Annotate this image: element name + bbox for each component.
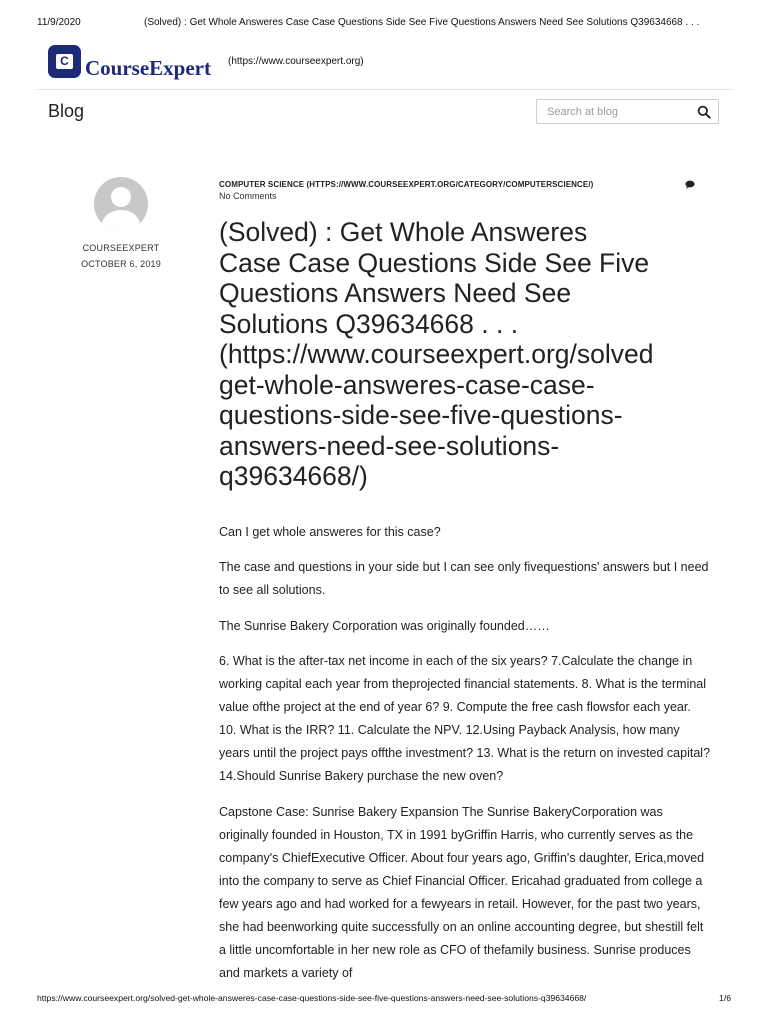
logo-letter: C — [56, 54, 73, 69]
blog-heading: Blog — [48, 101, 85, 121]
post-paragraph: Capstone Case: Sunrise Bakery Expansion The Sunrise BakeryCorporation was originally founded in Houston, TX in 1991 byGriffin Harris, who currently serves as the company's ChiefExecutive Officer. About four years ago, Griffin's daughter, Erica,moved into the company to serve as Chief Financial Officer. Ericahad graduated from college a few years ago and had worked for a fewyears in retail. However, for the past two years, she had beenworking quite successfully on an online accounting degree, but shestill felt a little uncomfortable in her new role as CFO of thefamily business. Sunrise produces and markets a variety of — [219, 804, 705, 980]
print-page-number: 1/6 — [719, 993, 731, 1003]
post-paragraph: Can I get whole answeres for this case? — [219, 524, 441, 539]
post-paragraph: 6. What is the after-tax net income in each of the six years? 7.Calculate the change in working capital each year from theprojected financial statements. 8. What is the terminal value ofthe project at the end of year 6? 9. Compute the free cash flowsfor each year. 10. What is the IRR? 11. Calculate the NPV. 12.Using Payback Analysis, how many years until the project pays offthe investment? 13. What is the return on invested capital? 14.Should Sunrise Bakery purchase the new oven? — [219, 654, 711, 783]
print-date: 11/9/2020 — [37, 17, 81, 28]
print-page-title: (Solved) : Get Whole Answeres Case Case Questions Side See Five Questions Answers Need See Solutions Q39634668 . . . — [144, 17, 700, 28]
search-box[interactable] — [536, 99, 719, 124]
comments-link[interactable]: No Comments — [219, 191, 277, 201]
post-title: (Solved) : Get Whole Answeres Case Case Questions Side See Five Questions Answers Need See Solutions Q39634668 . . . (https://www.courseexpert.org/solved get-whole-answeres-case-case- questions-side-see-five-questions- answers-need-see-solutions- q39634668/) — [219, 217, 654, 491]
avatar-body — [102, 210, 140, 231]
category-link-row — [219, 180, 739, 189]
print-url: https://www.courseexpert.org/solved-get-whole-answeres-case-case-questions-side-see-five-questions-answers-need-see-solutions-q39634668/ — [37, 993, 587, 1003]
search-icon[interactable] — [697, 105, 711, 119]
author-name[interactable]: COURSEEXPERT — [82, 243, 160, 253]
comment-icon — [685, 180, 695, 189]
post-paragraph: The case and questions in your side but I can see only fivequestions' answers but I need to see all solutions. — [219, 560, 709, 597]
search-input[interactable] — [547, 104, 687, 120]
logo-icon — [48, 45, 81, 78]
post-date: OCTOBER 6, 2019 — [81, 259, 161, 269]
post-content — [219, 180, 739, 997]
author-panel — [48, 177, 194, 269]
category-link[interactable]: COMPUTER SCIENCE (HTTPS://WWW.COURSEEXPERT.ORG/CATEGORY/COMPUTERSCIENCE/) — [219, 180, 594, 189]
logo-url[interactable]: (https://www.courseexpert.org) — [228, 56, 364, 67]
post-paragraph: The Sunrise Bakery Corporation was originally founded…… — [219, 618, 550, 633]
avatar-head — [111, 187, 131, 207]
header-divider — [37, 89, 733, 90]
logo-text[interactable]: CourseExpert — [85, 56, 211, 80]
avatar — [94, 177, 148, 231]
